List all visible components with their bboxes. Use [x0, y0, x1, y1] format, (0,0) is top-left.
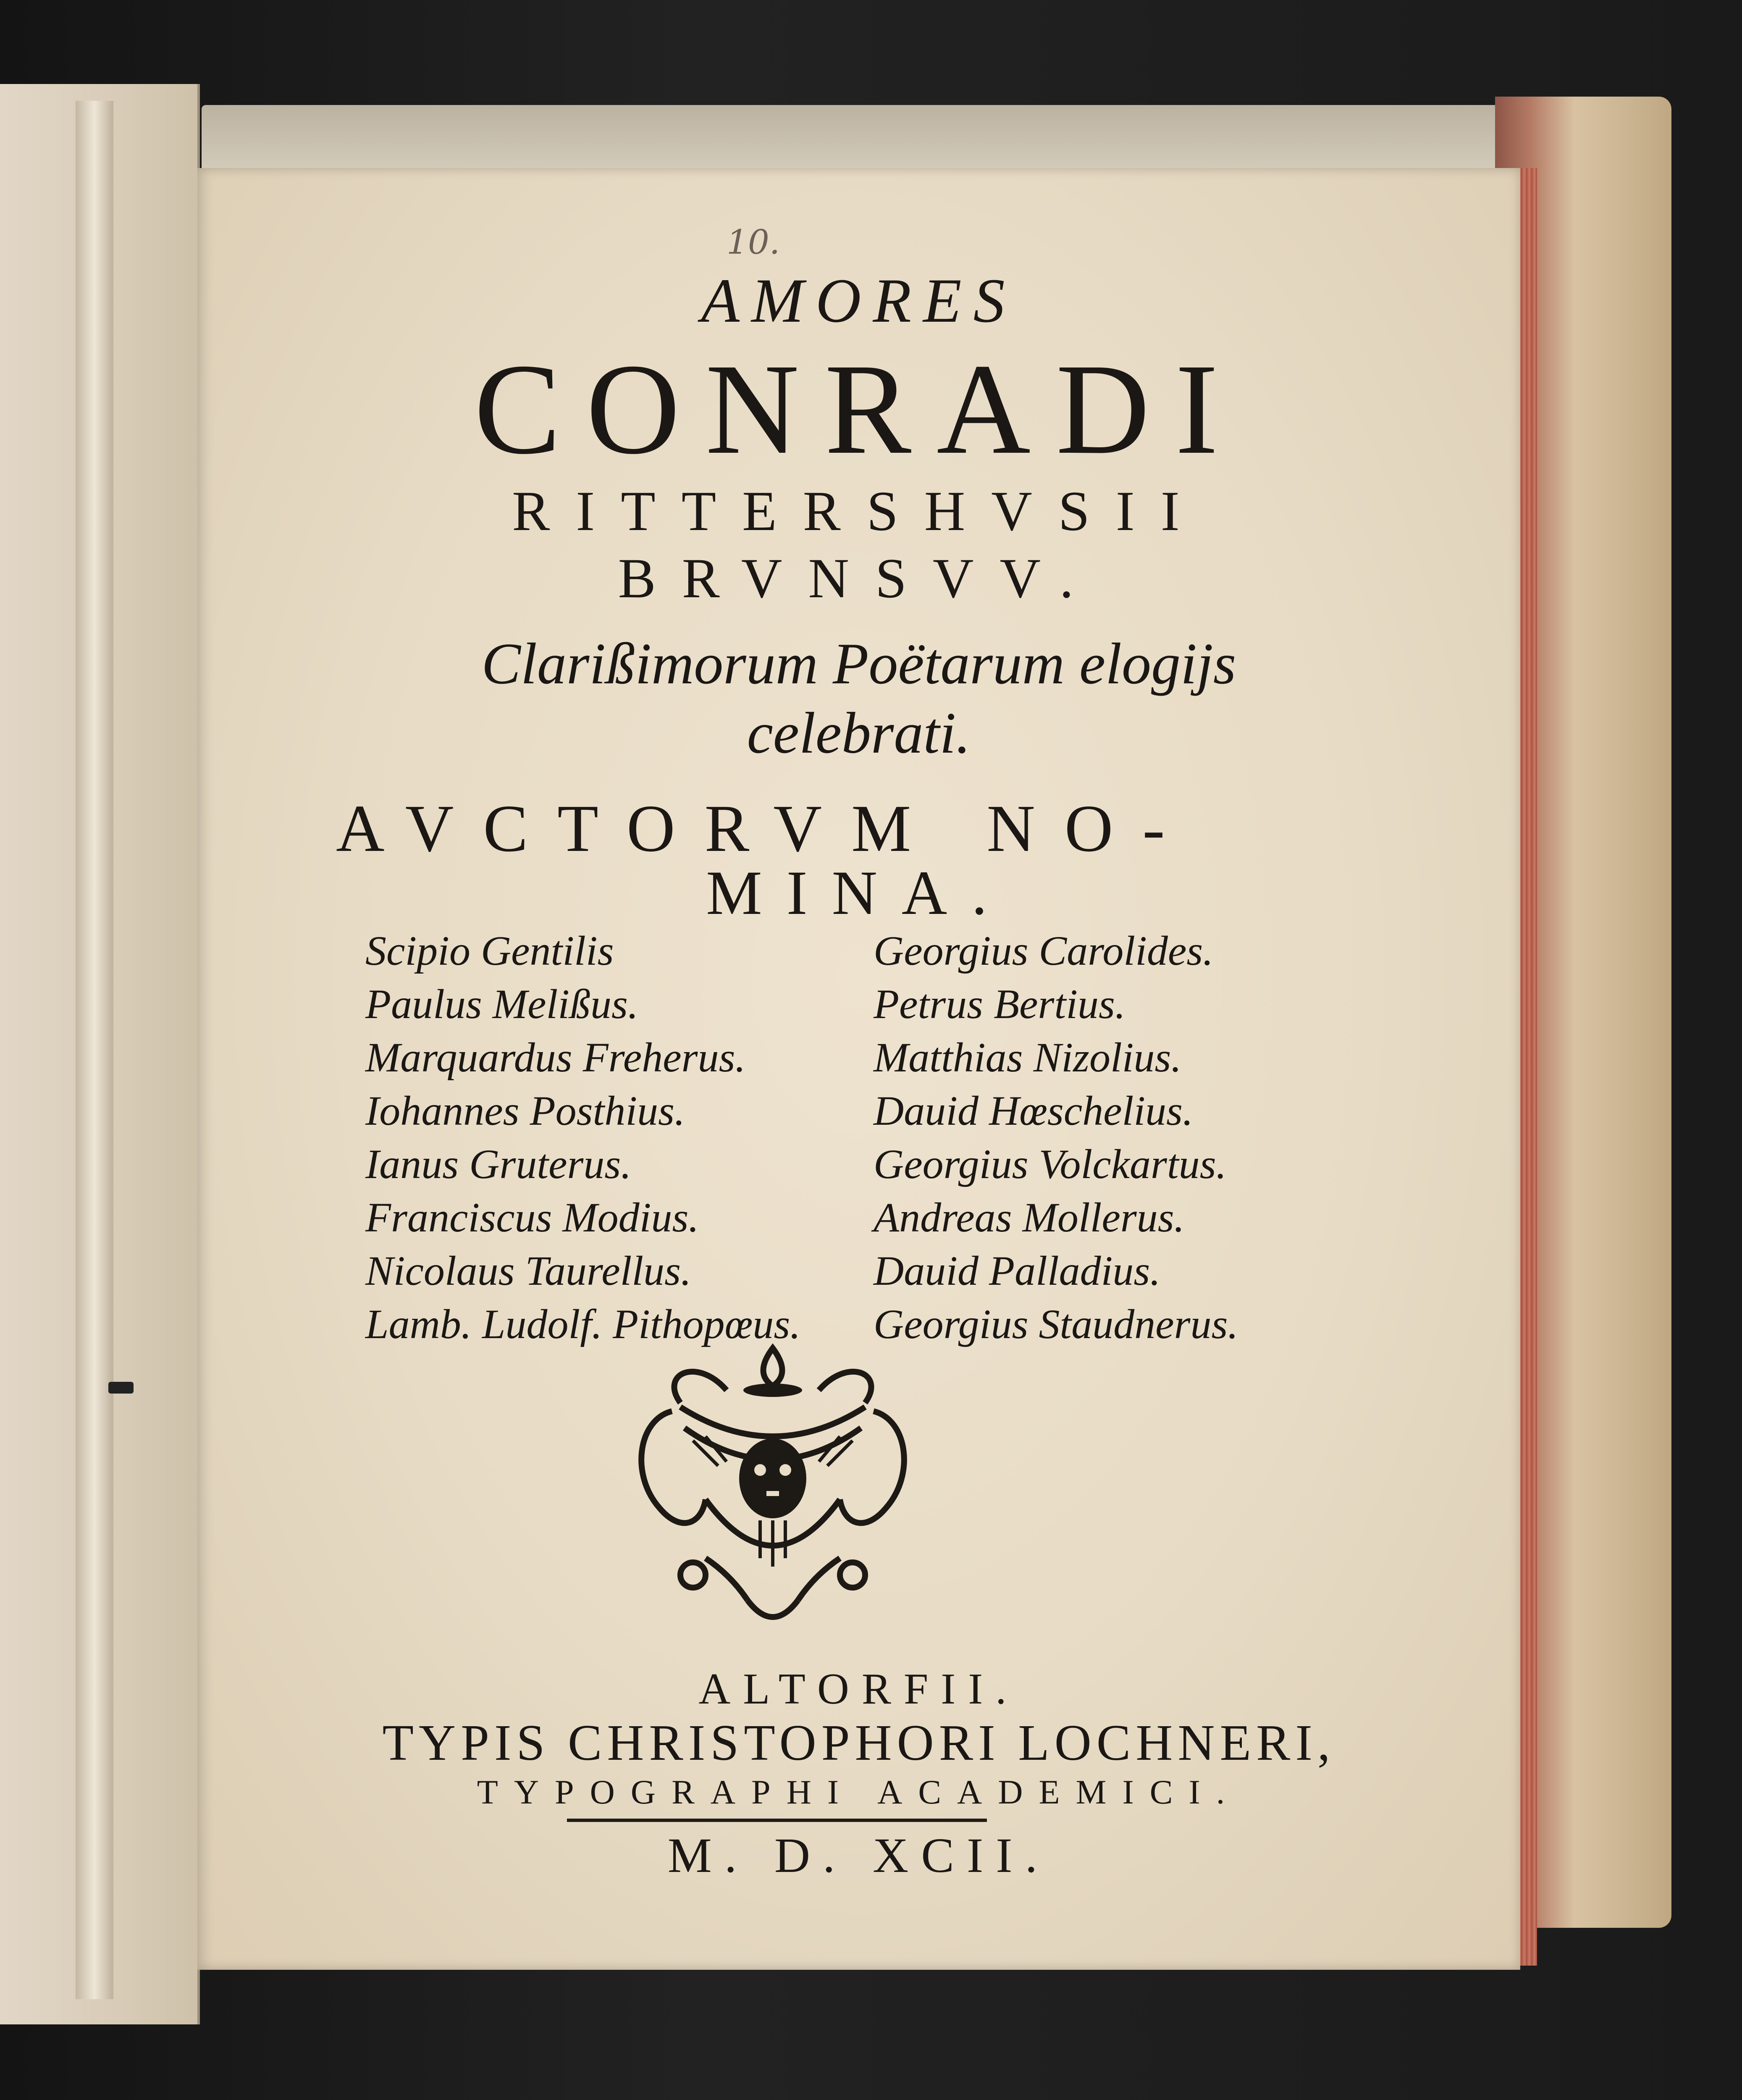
title-line-brunsuv: BRVNSVV. [618, 547, 1100, 610]
author-name: Georgius Staudnerus. [874, 1301, 1238, 1347]
page-fore-edge [76, 101, 113, 1999]
author-name: Nicolaus Taurellus. [365, 1247, 692, 1294]
author-name: Scipio Gentilis [365, 927, 614, 974]
title-line-rittershusii: RITTERSHVSII [512, 480, 1206, 543]
author-name: Paulus Melißus. [365, 981, 638, 1027]
author-name: Dauid Palladius. [874, 1247, 1161, 1294]
author-name: Ianus Gruterus. [365, 1141, 632, 1187]
author-name: Petrus Bertius. [874, 981, 1125, 1027]
author-name: Franciscus Modius. [365, 1194, 699, 1241]
author-name: Andreas Mollerus. [874, 1194, 1185, 1241]
imprint-place: ALTORFII. [698, 1664, 1019, 1713]
title-page [197, 168, 1520, 1970]
imprint-year: M. D. XCII. [667, 1828, 1050, 1883]
imprint-printer: TYPIS CHRISTOPHORI LOCHNERI, [382, 1714, 1335, 1771]
handwritten-number: 10. [727, 223, 780, 262]
authors-column-left [365, 924, 800, 1351]
title-line-amores: AMORES [701, 266, 1017, 336]
authors-column-right [874, 924, 1238, 1351]
divider-rule [567, 1819, 987, 1822]
authors-heading-2: MINA. [706, 858, 1012, 928]
author-name: Georgius Volckartus. [874, 1141, 1227, 1187]
ornament-icon [622, 1340, 924, 1634]
title-line-conradi: CONRADI [474, 337, 1244, 481]
author-name: Matthias Nizolius. [874, 1034, 1182, 1081]
subtitle-line-2: celebrati. [747, 701, 971, 766]
imprint-role: TYPOGRAPHI ACADEMICI. [477, 1773, 1241, 1811]
author-name: Lamb. Ludolf. Pithopœus. [365, 1301, 801, 1347]
authors-heading-1: AVCTORVM NO- [336, 791, 1194, 866]
ink-mark [108, 1382, 134, 1394]
author-name: Iohannes Posthius. [365, 1087, 685, 1134]
author-name: Dauid Hœschelius. [874, 1087, 1194, 1134]
author-name: Georgius Carolides. [874, 927, 1214, 974]
subtitle-line-1: Clarißimorum Poëtarum elogijs [481, 631, 1236, 696]
author-name: Marquardus Freherus. [365, 1034, 746, 1081]
